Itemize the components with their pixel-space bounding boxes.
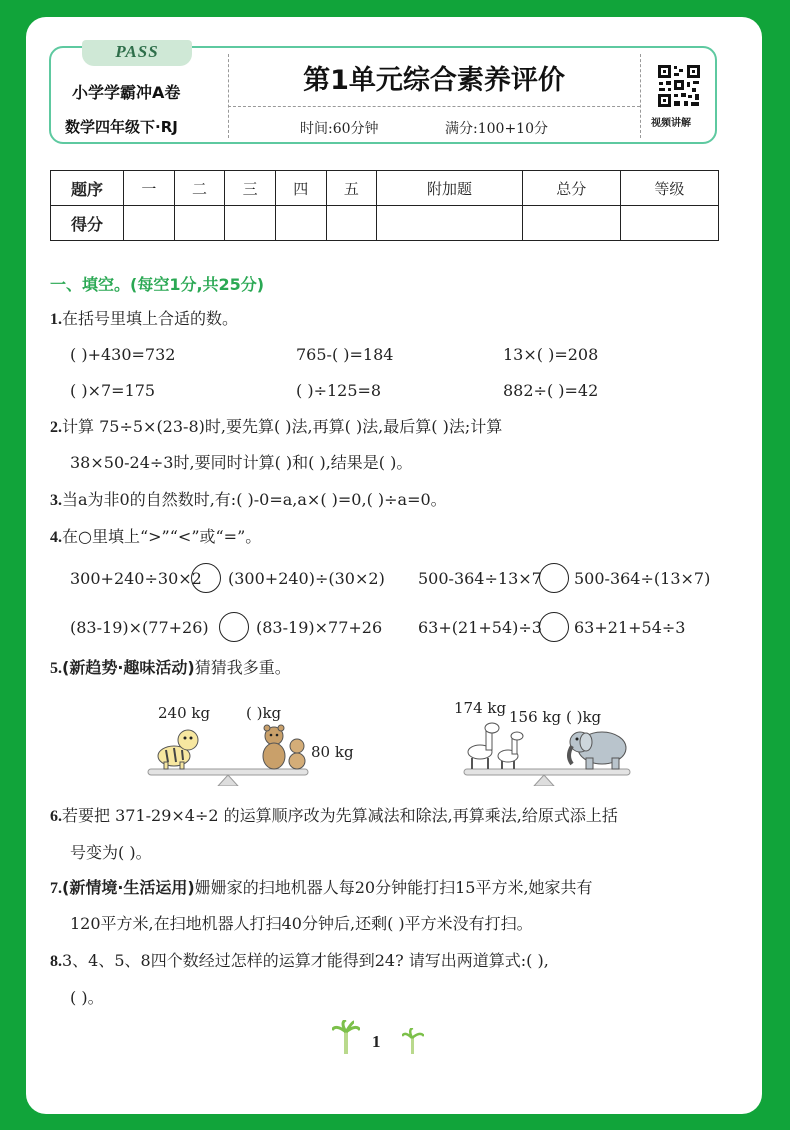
question-text: 120平方米,在扫地机器人打扫40分钟后,还剩( )平方米没有打扫。 bbox=[70, 914, 533, 933]
score-cell[interactable] bbox=[225, 206, 276, 241]
qr-code-icon[interactable] bbox=[657, 64, 701, 108]
score-cell[interactable] bbox=[620, 206, 718, 241]
score-cell[interactable] bbox=[124, 206, 175, 241]
weight-label: 174 kg bbox=[454, 699, 507, 717]
compare-circle[interactable] bbox=[539, 612, 569, 642]
divider bbox=[228, 106, 640, 107]
score-cell[interactable] bbox=[275, 206, 326, 241]
compare-left: (83-19)×(77+26) bbox=[70, 618, 209, 637]
column-header: 总分 bbox=[522, 171, 620, 206]
question-tag: (新情境·生活运用) bbox=[62, 878, 195, 897]
question-text: 计算 75÷5×(23-8)时,要先算( )法,再算( )法,最后算( )法;计算 bbox=[62, 417, 503, 436]
column-header: 三 bbox=[225, 171, 276, 206]
time-limit: 时间:60分钟 bbox=[300, 121, 379, 137]
compare-left: 63+(21+54)÷3 bbox=[418, 618, 542, 637]
divider bbox=[640, 54, 641, 138]
page-title: 第1单元综合素养评价 bbox=[303, 65, 565, 96]
palm-tree-icon bbox=[402, 1028, 424, 1054]
palm-tree-icon bbox=[332, 1020, 360, 1054]
compare-circle[interactable] bbox=[539, 563, 569, 593]
column-header: 等级 bbox=[620, 171, 718, 206]
question-number: 2. bbox=[50, 419, 62, 436]
question-number: 7. bbox=[50, 880, 62, 897]
equation: 882÷( )=42 bbox=[503, 381, 599, 400]
table-row bbox=[51, 206, 719, 241]
score-table bbox=[50, 170, 719, 241]
row-label: 得分 bbox=[51, 206, 124, 241]
grade-label: 数学四年级下·RJ bbox=[65, 118, 178, 136]
compare-circle[interactable] bbox=[191, 563, 221, 593]
question-text: 姗姗家的扫地机器人每20分钟能打扫15平方米,她家共有 bbox=[194, 878, 593, 897]
column-header: 附加题 bbox=[377, 171, 523, 206]
score-cell[interactable] bbox=[174, 206, 225, 241]
score-cell[interactable] bbox=[377, 206, 523, 241]
question-number: 4. bbox=[50, 529, 62, 546]
full-score: 满分:100+10分 bbox=[445, 121, 548, 137]
question-text: 号变为( )。 bbox=[70, 843, 152, 862]
question-text: 在○里填上“>”“<”或“=”。 bbox=[62, 527, 262, 546]
section-heading: 一、填空。(每空1分,共25分) bbox=[50, 275, 265, 294]
weight-label: 156 kg bbox=[509, 708, 562, 726]
question-text: 当a为非0的自然数时,有:( )-0=a,a×( )=0,( )÷a=0。 bbox=[62, 490, 447, 509]
question-2 bbox=[50, 416, 502, 439]
question-8 bbox=[50, 950, 549, 973]
equation: 13×( )=208 bbox=[503, 345, 599, 364]
question-6 bbox=[50, 805, 618, 828]
question-text: 若要把 371-29×4÷2 的运算顺序改为先算减法和除法,再算乘法,给原式添上括 bbox=[62, 806, 618, 825]
column-header: 四 bbox=[275, 171, 326, 206]
equation: ( )+430=732 bbox=[70, 345, 176, 364]
qr-label: 视频讲解 bbox=[651, 118, 691, 129]
compare-circle[interactable] bbox=[219, 612, 249, 642]
balance-scale-illustration bbox=[462, 718, 632, 786]
compare-right: (83-19)×77+26 bbox=[256, 618, 383, 637]
equation: ( )×7=175 bbox=[70, 381, 156, 400]
series-name: 小学学霸冲A卷 bbox=[72, 83, 181, 102]
balance-scale-illustration bbox=[146, 722, 312, 786]
question-number: 5. bbox=[50, 660, 62, 677]
question-number: 8. bbox=[50, 953, 62, 970]
question-text: ( )。 bbox=[70, 988, 104, 1007]
pass-logo-text: PASS bbox=[115, 42, 159, 61]
question-3 bbox=[50, 489, 447, 512]
question-number: 3. bbox=[50, 492, 62, 509]
question-5 bbox=[50, 657, 291, 680]
question-1 bbox=[50, 308, 238, 331]
page-number: 1 bbox=[372, 1032, 381, 1051]
weight-label: 80 kg bbox=[311, 743, 354, 761]
weight-blank: ( )kg bbox=[246, 704, 282, 722]
question-text: 在括号里填上合适的数。 bbox=[62, 309, 239, 328]
score-cell[interactable] bbox=[522, 206, 620, 241]
question-7 bbox=[50, 877, 593, 900]
compare-left: 500-364÷13×7 bbox=[418, 569, 542, 588]
compare-right: 500-364÷(13×7) bbox=[574, 569, 711, 588]
question-4 bbox=[50, 526, 261, 549]
question-number: 1. bbox=[50, 311, 62, 328]
compare-left: 300+240÷30×2 bbox=[70, 569, 202, 588]
table-row bbox=[51, 171, 719, 206]
compare-right: 63+21+54÷3 bbox=[574, 618, 686, 637]
question-text: 3、4、5、8四个数经过怎样的运算才能得到24? 请写出两道算式:( ), bbox=[62, 951, 549, 970]
column-header: 二 bbox=[174, 171, 225, 206]
equation: ( )÷125=8 bbox=[296, 381, 382, 400]
weight-label: 240 kg bbox=[158, 704, 211, 722]
equation: 765-( )=184 bbox=[296, 345, 394, 364]
compare-right: (300+240)÷(30×2) bbox=[228, 569, 385, 588]
question-tag: (新趋势·趣味活动) bbox=[62, 658, 195, 677]
column-header: 五 bbox=[326, 171, 377, 206]
question-text: 猜猜我多重。 bbox=[194, 658, 291, 677]
question-number: 6. bbox=[50, 808, 62, 825]
score-cell[interactable] bbox=[326, 206, 377, 241]
weight-blank: ( )kg bbox=[566, 708, 602, 726]
pass-logo bbox=[82, 40, 192, 66]
question-text: 38×50-24÷3时,要同时计算( )和( ),结果是( )。 bbox=[70, 453, 413, 472]
column-header: 一 bbox=[124, 171, 175, 206]
row-label: 题序 bbox=[51, 171, 124, 206]
